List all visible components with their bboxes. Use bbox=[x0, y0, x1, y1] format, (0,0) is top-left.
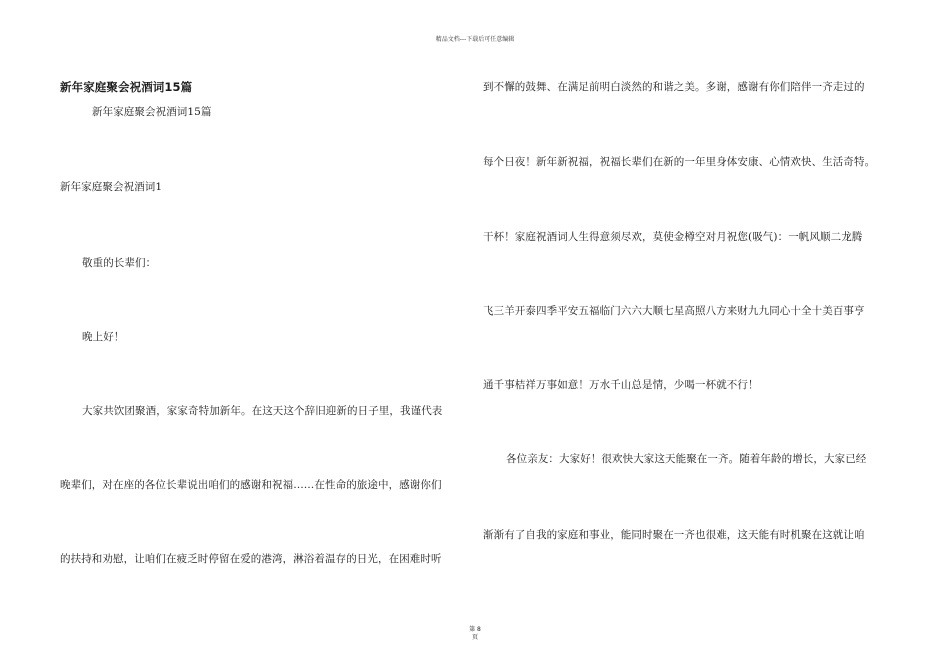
page-number-line: 第 8 bbox=[469, 626, 481, 633]
document-subtitle: 新年家庭聚会祝酒词15篇 bbox=[92, 106, 212, 118]
paragraph-line: 通千事桔祥万事如意！万水千山总是情，少喝一杯就不行！ bbox=[483, 379, 759, 391]
document-title: 新年家庭聚会祝酒词15篇 bbox=[60, 80, 193, 94]
section-heading: 新年家庭聚会祝酒词1 bbox=[60, 181, 163, 193]
header-note: 精品文档---下载后可任意编辑 bbox=[435, 36, 515, 43]
paragraph-line: 的扶持和劝慰，让咱们在疲乏时停留在爱的港湾，淋浴着温存的日光，在困难时听 bbox=[60, 553, 442, 565]
page-number-line: 页 bbox=[471, 634, 478, 641]
paragraph-line: 到不懈的鼓舞、在满足前明白淡然的和谐之美。多谢，感谢有你们陪伴一齐走过的 bbox=[483, 81, 865, 93]
page-number bbox=[0, 626, 950, 642]
greeting-line: 敬重的长辈们： bbox=[82, 257, 157, 269]
paragraph-line: 每个日夜！新年新祝福，祝福长辈们在新的一年里身体安康、心情欢快、生活奇特。 bbox=[483, 156, 876, 168]
paragraph-line: 干杯！家庭祝酒词人生得意须尽欢，莫使金樽空对月祝您(吸气)：一帆风顺二龙腾 bbox=[483, 231, 863, 243]
paragraph-line: 各位亲友：大家好！很欢快大家这天能聚在一齐。随着年龄的增长，大家已经 bbox=[506, 453, 867, 465]
paragraph-line: 晚辈们，对在座的各位长辈说出咱们的感谢和祝福……在性命的旅途中，感谢你们 bbox=[60, 479, 442, 491]
paragraph-line: 飞三羊开泰四季平安五福临门六六大顺七星高照八方来财九九同心十全十美百事亨 bbox=[483, 305, 865, 317]
evening-line: 晚上好！ bbox=[82, 331, 125, 343]
paragraph-line: 大家共饮团聚酒，家家奇特加新年。在这天这个辞旧迎新的日子里，我谨代表 bbox=[82, 405, 443, 417]
paragraph-line: 渐渐有了自我的家庭和事业，能同时聚在一齐也很难，这天能有时机聚在这就让咱 bbox=[483, 529, 865, 541]
